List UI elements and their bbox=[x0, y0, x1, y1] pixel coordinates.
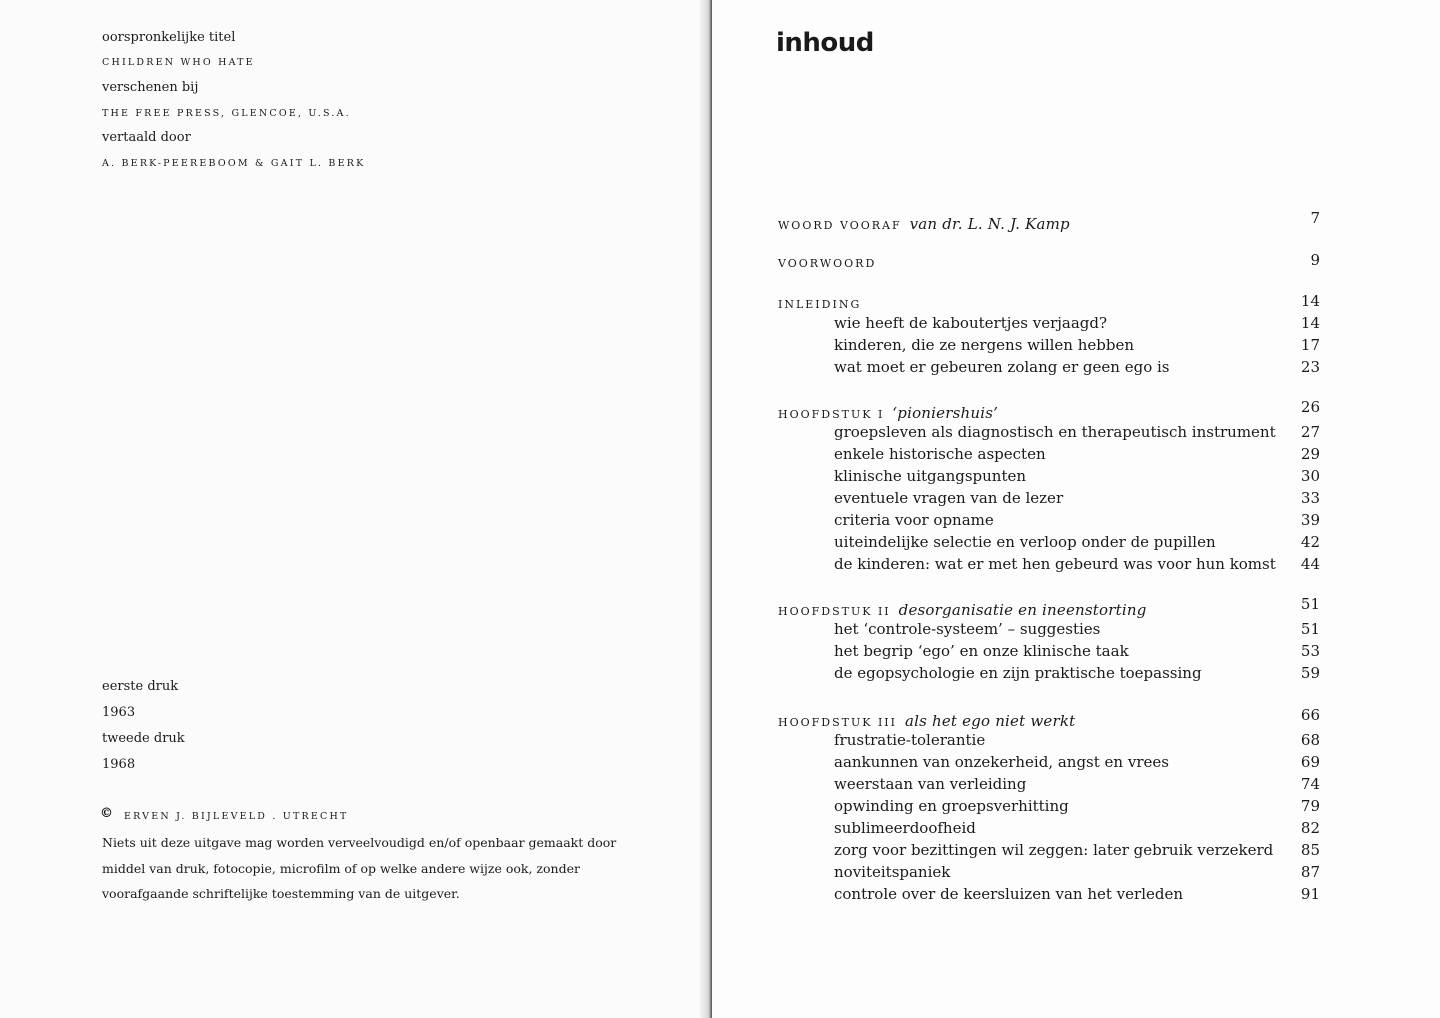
toc-entry-label: het begrip ‘ego’ en onze klinische taak bbox=[834, 642, 1129, 660]
toc-section-label: WOORD VOORAF bbox=[778, 219, 902, 232]
toc-page-number: 26 bbox=[1300, 398, 1320, 416]
toc-entry-label: groepsleven als diagnostisch en therapeutisch instrument bbox=[834, 423, 1276, 441]
toc-label bbox=[834, 642, 1129, 660]
toc-section-label: HOOFDSTUK I bbox=[778, 408, 885, 421]
copyright-symbol: © bbox=[100, 806, 113, 821]
toc-label bbox=[778, 404, 998, 422]
toc-entry-label: eventuele vragen van de lezer bbox=[834, 489, 1064, 507]
toc-entry-label: weerstaan van verleiding bbox=[834, 775, 1027, 793]
toc-page-number: 33 bbox=[1300, 489, 1320, 507]
toc-page-number: 42 bbox=[1300, 533, 1320, 551]
toc-label bbox=[834, 467, 1026, 485]
first-edition-year: 1963 bbox=[102, 705, 136, 720]
toc-page-number: 23 bbox=[1300, 358, 1320, 376]
toc-entry-label: de egopsychologie en zijn praktische toepassing bbox=[834, 664, 1202, 682]
toc-section-label: HOOFDSTUK III bbox=[778, 716, 897, 729]
toc-label bbox=[834, 797, 1069, 815]
toc-page-number: 29 bbox=[1300, 445, 1320, 463]
toc-page-number: 30 bbox=[1300, 467, 1320, 485]
toc-page-number: 79 bbox=[1300, 797, 1320, 815]
toc-page-number: 44 bbox=[1300, 555, 1320, 573]
second-edition-year: 1968 bbox=[102, 757, 136, 772]
toc-entry-label: uiteindelijke selectie en verloop onder de pupillen bbox=[834, 533, 1216, 551]
toc-label bbox=[834, 445, 1046, 463]
toc-entry-label: enkele historische aspecten bbox=[834, 445, 1046, 463]
toc-label bbox=[834, 533, 1216, 551]
toc-label bbox=[778, 215, 1070, 233]
toc-label bbox=[778, 601, 1147, 619]
toc-entry-label: zorg voor bezittingen wil zeggen: later gebruik verzekerd bbox=[834, 841, 1274, 859]
toc-entry-label: kinderen, die ze nergens willen hebben bbox=[834, 336, 1134, 354]
toc-label bbox=[834, 731, 985, 749]
toc-entry-label: criteria voor opname bbox=[834, 511, 994, 529]
toc-page-number: 59 bbox=[1300, 664, 1320, 682]
toc-label bbox=[834, 753, 1169, 771]
toc-page-number: 27 bbox=[1300, 423, 1320, 441]
original-title-label: oorspronkelijke titel bbox=[102, 30, 236, 45]
toc-label bbox=[834, 885, 1183, 903]
toc-entry-label: aankunnen van onzekerheid, angst en vrees bbox=[834, 753, 1169, 771]
toc-label bbox=[778, 257, 876, 270]
toc-entry-label: klinische uitgangspunten bbox=[834, 467, 1027, 485]
toc-page-number: 69 bbox=[1300, 753, 1320, 771]
toc-page-number: 87 bbox=[1300, 863, 1320, 881]
toc-label bbox=[778, 712, 1075, 730]
toc-section-label: VOORWOORD bbox=[778, 257, 877, 270]
second-edition-label: tweede druk bbox=[102, 731, 185, 746]
toc-page-number: 51 bbox=[1300, 620, 1320, 638]
toc-section-subtitle: desorganisatie en ineenstorting bbox=[898, 601, 1147, 619]
toc-page-number: 39 bbox=[1300, 511, 1320, 529]
toc-section-subtitle: ‘pioniershuis’ bbox=[892, 404, 999, 422]
toc-section-label: HOOFDSTUK II bbox=[778, 605, 891, 618]
toc-label bbox=[834, 819, 976, 837]
toc-label bbox=[834, 489, 1063, 507]
toc-page-number: 17 bbox=[1300, 336, 1320, 354]
toc-label bbox=[834, 664, 1202, 682]
toc-section-subtitle: als het ego niet werkt bbox=[904, 712, 1076, 730]
toc-entry-label: wie heeft de kaboutertjes verjaagd? bbox=[834, 314, 1108, 332]
original-title: CHILDREN WHO HATE bbox=[102, 57, 255, 68]
toc-label bbox=[834, 423, 1276, 441]
toc-label bbox=[834, 336, 1134, 354]
toc-page-number: 68 bbox=[1300, 731, 1320, 749]
left-page bbox=[0, 0, 708, 1018]
toc-page-number: 53 bbox=[1300, 642, 1320, 660]
first-edition-label: eerste druk bbox=[102, 679, 179, 694]
toc-label bbox=[834, 841, 1273, 859]
toc-label bbox=[834, 620, 1100, 638]
translators: A. BERK-PEEREBOOM & GAIT L. BERK bbox=[102, 158, 366, 169]
toc-page-number: 74 bbox=[1300, 775, 1320, 793]
copyright-holder: ERVEN J. BIJLEVELD . UTRECHT bbox=[124, 811, 349, 822]
toc-label bbox=[778, 298, 861, 311]
toc-page-number: 82 bbox=[1300, 819, 1320, 837]
page-title: inhoud bbox=[776, 28, 874, 58]
toc-entry-label: opwinding en groepsverhitting bbox=[834, 797, 1069, 815]
toc-label bbox=[834, 555, 1276, 573]
toc-page-number: 91 bbox=[1300, 885, 1320, 903]
toc-label bbox=[834, 314, 1107, 332]
toc-entry-label: noviteitspaniek bbox=[834, 863, 951, 881]
toc-section-label: INLEIDING bbox=[778, 298, 862, 311]
toc-page-number: 66 bbox=[1300, 706, 1320, 724]
toc-page-number: 51 bbox=[1300, 595, 1320, 613]
toc-page-number: 9 bbox=[1310, 251, 1320, 269]
toc-entry-label: frustratie-tolerantie bbox=[834, 731, 986, 749]
toc-label bbox=[834, 358, 1170, 376]
toc-page-number: 14 bbox=[1300, 314, 1320, 332]
toc-label bbox=[834, 863, 950, 881]
toc-entry-label: sublimeerdoofheid bbox=[834, 819, 976, 837]
toc-page-number: 14 bbox=[1300, 292, 1320, 310]
toc-entry-label: controle over de keersluizen van het verleden bbox=[834, 885, 1184, 903]
toc-section-subtitle: van dr. L. N. J. Kamp bbox=[909, 215, 1070, 233]
toc-label bbox=[834, 775, 1026, 793]
toc-entry-label: de kinderen: wat er met hen gebeurd was voor hun komst bbox=[834, 555, 1276, 573]
published-label: verschenen bij bbox=[102, 80, 199, 95]
translated-label: vertaald door bbox=[102, 130, 191, 145]
toc-entry-label: het ‘controle-systeem’ – suggesties bbox=[834, 620, 1101, 638]
copyright-notice: Niets uit deze uitgave mag worden verveelvoudigd en/of openbaar gemaakt door middel van druk, fotocopie, microfilm of op welke andere wijze ook, zonder voorafgaande schriftelijke toestemming van de uitgever. bbox=[102, 835, 617, 901]
publisher: THE FREE PRESS, GLENCOE, U.S.A. bbox=[102, 108, 351, 119]
toc-page-number: 7 bbox=[1310, 209, 1320, 227]
toc-page-number: 85 bbox=[1300, 841, 1320, 859]
toc-label bbox=[834, 511, 994, 529]
right-page bbox=[712, 0, 1440, 1018]
toc-entry-label: wat moet er gebeuren zolang er geen ego is bbox=[834, 358, 1170, 376]
